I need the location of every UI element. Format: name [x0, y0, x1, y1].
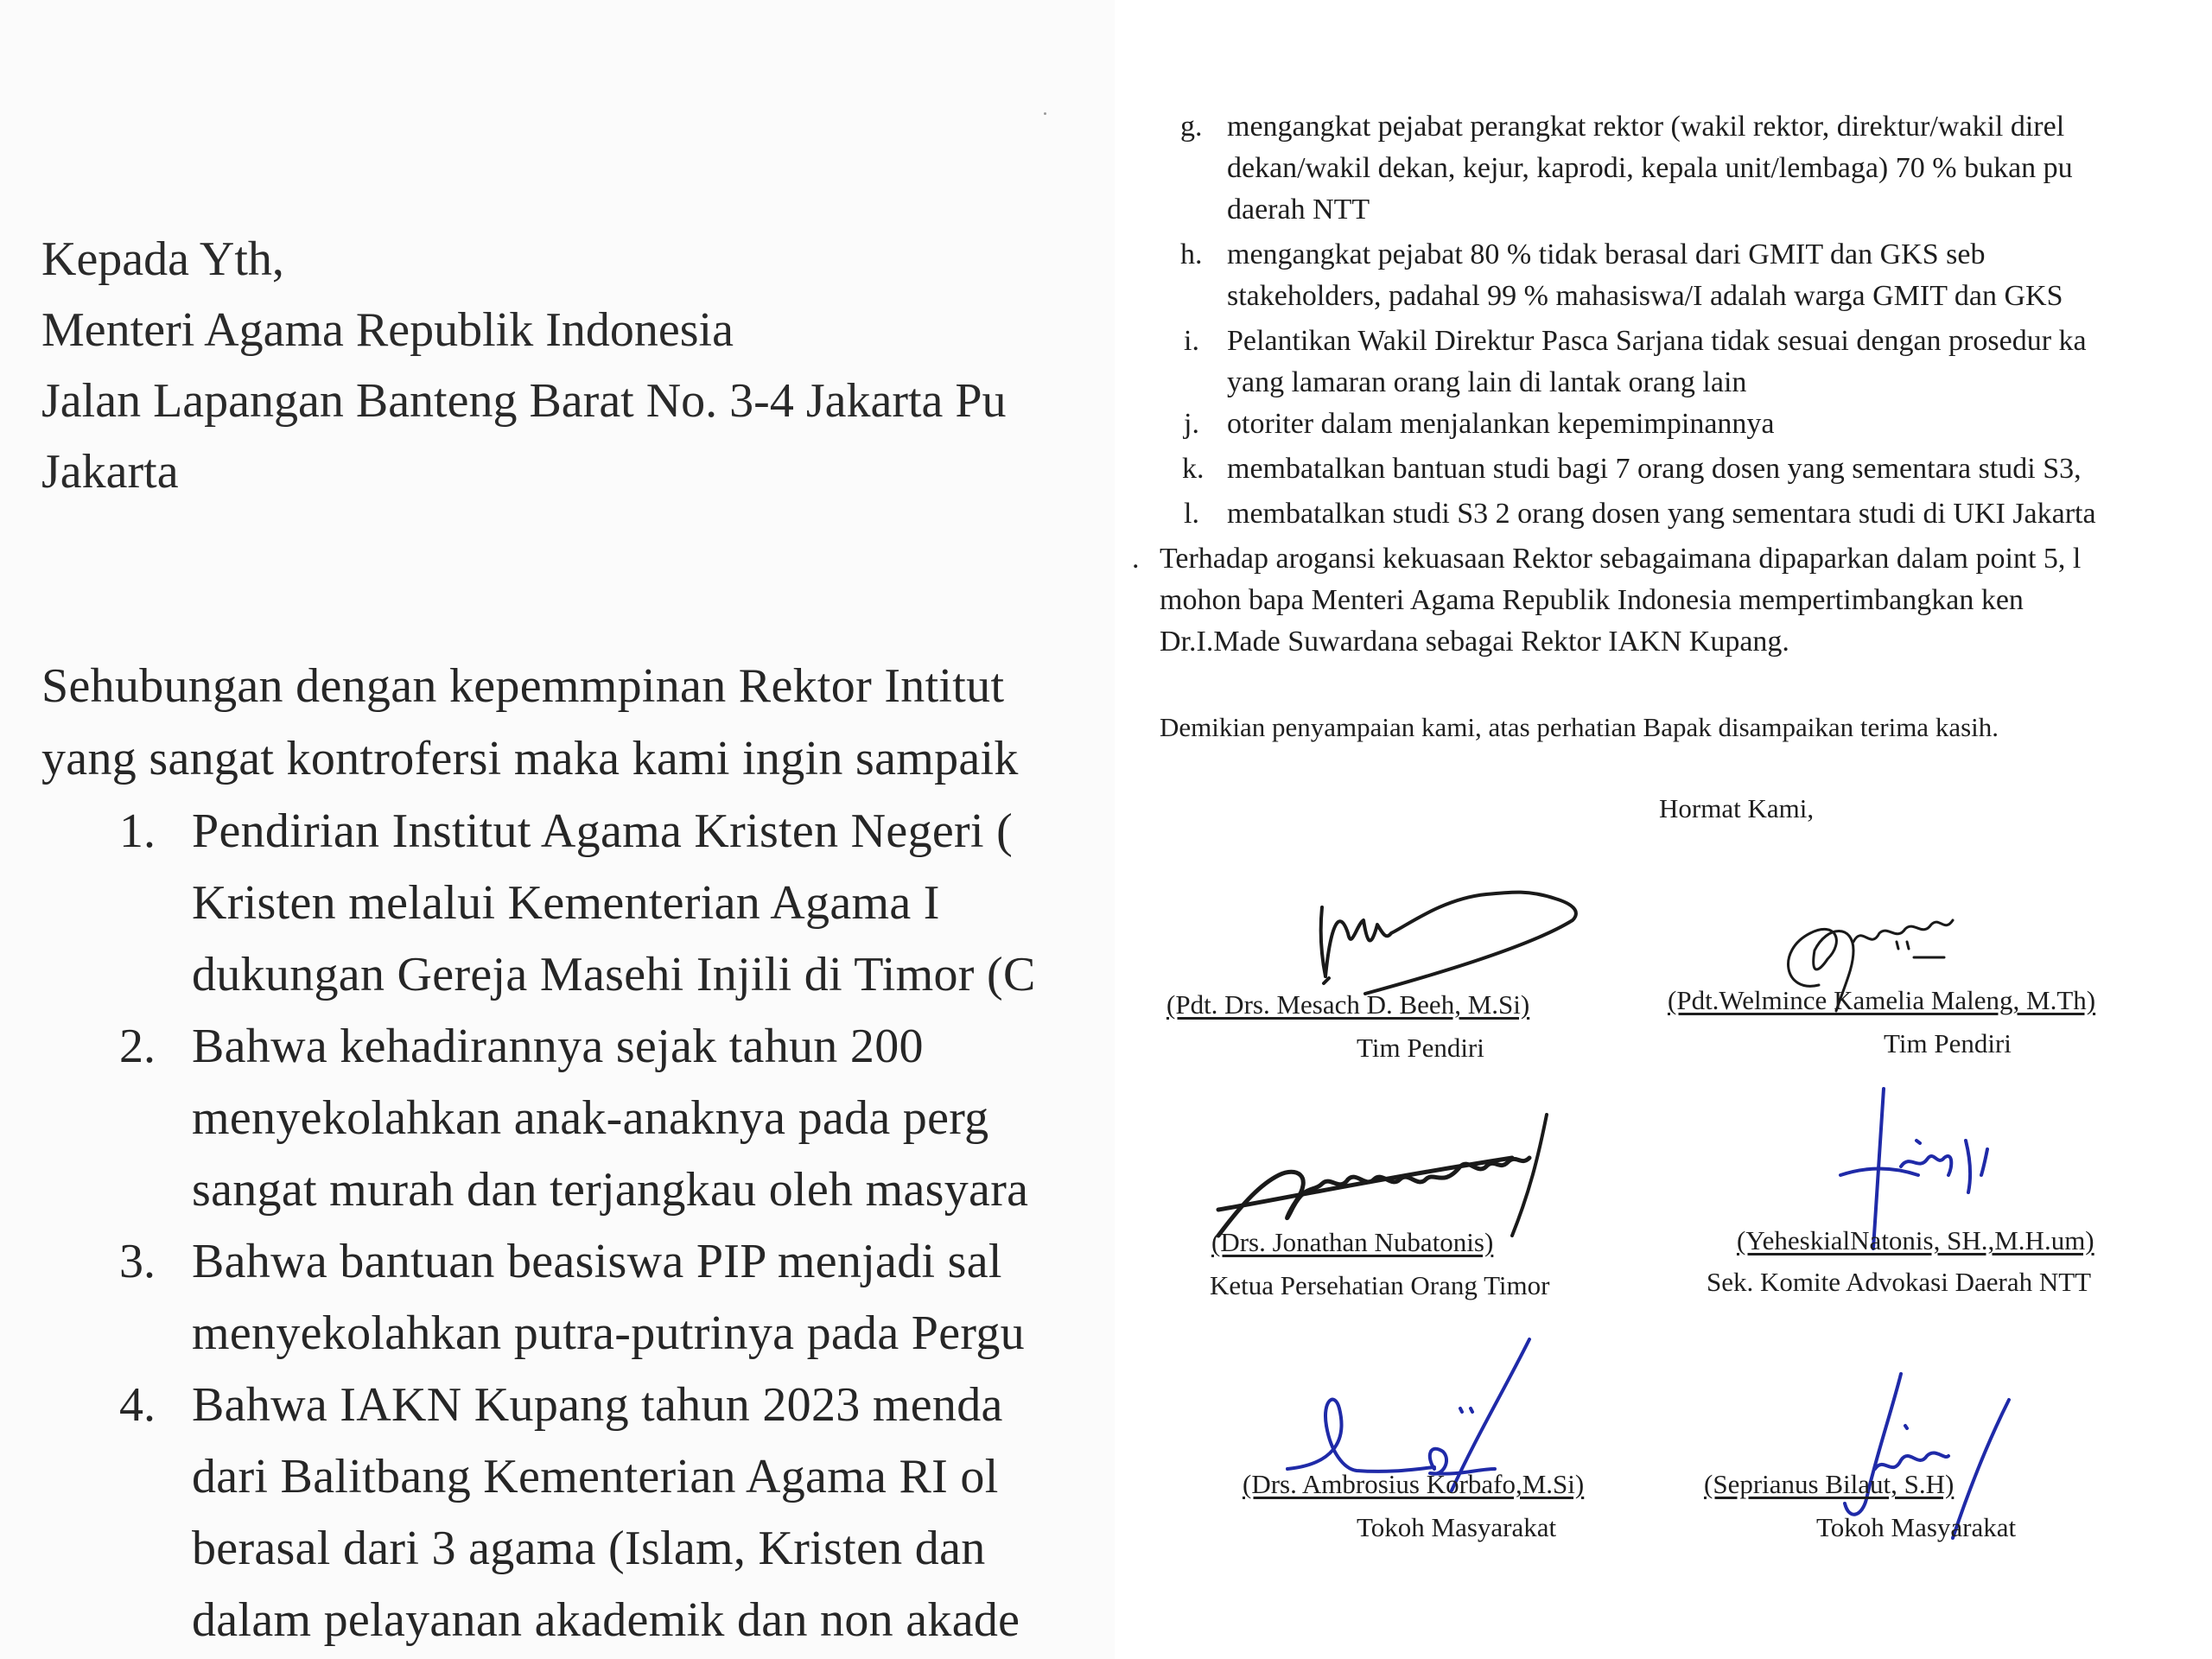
sub-item-line: mengangkat pejabat perangkat rektor (wakil rektor, direktur/wakil direl [1227, 111, 2065, 143]
signatory-name: (Seprianus Bilaut, S.H) [1704, 1469, 1955, 1499]
list-item-line: dalam pelayanan akademik dan non akade [192, 1593, 1020, 1647]
list-item-line: Bahwa kehadirannya sejak tahun 200 [192, 1020, 924, 1073]
sub-item-line: membatalkan bantuan studi bagi 7 orang dosen yang sementara studi S3, [1227, 453, 2082, 485]
sub-item-line: stakeholders, padahal 99 % mahasiswa/I adalah warga GMIT dan GKS [1227, 280, 2063, 312]
closing-sentence: Demikian penyampaian kami, atas perhatian Bapak disampaikan terima kasih. [1160, 712, 1999, 742]
recipient-city: Jakarta [41, 445, 179, 499]
list-item-line: dukungan Gereja Masehi Injili di Timor (C [192, 948, 1036, 1001]
list-item-line: sangat murah dan terjangkau oleh masyara [192, 1163, 1029, 1217]
list-item-line: menyekolahkan putra-putrinya pada Pergu [192, 1306, 1025, 1360]
signatory-role: Tokoh Masyarakat [1357, 1512, 1557, 1542]
list-number: 2. [119, 1020, 156, 1073]
list-number: 1. [119, 804, 156, 858]
signatory-role: Ketua Persehatian Orang Timor [1210, 1270, 1550, 1300]
list-number: 3. [119, 1235, 156, 1288]
recipient-address: Jalan Lapangan Banteng Barat No. 3-4 Jakarta Pu [41, 374, 1007, 428]
list-item-line: dari Balitbang Kementerian Agama RI ol [192, 1450, 999, 1503]
signatory-name: (Pdt. Drs. Mesach D. Beeh, M.Si) [1166, 989, 1530, 1020]
scan-speck [1044, 112, 1046, 115]
signatory-role: Tim Pendiri [1357, 1033, 1484, 1063]
sub-item-letter: h. [1180, 238, 1203, 270]
sub-item-letter: i. [1184, 325, 1199, 357]
list-item-line: Pendirian Institut Agama Kristen Negeri ( [192, 804, 1014, 858]
request-paragraph-line: Dr.I.Made Suwardana sebagai Rektor IAKN Kupang. [1160, 626, 1789, 658]
sub-item-line: mengangkat pejabat 80 % tidak berasal dari GMIT dan GKS seb [1227, 238, 1986, 270]
list-item-line: Bahwa IAKN Kupang tahun 2023 menda [192, 1378, 1003, 1432]
recipient-title: Menteri Agama Republik Indonesia [41, 303, 734, 357]
sub-item-line: otoriter dalam menjalankan kepemimpinannya [1227, 408, 1775, 440]
request-paragraph-line: mohon bapa Menteri Agama Republik Indonesia mempertimbangkan ken [1160, 584, 2024, 616]
point-marker: . [1132, 543, 1140, 575]
sub-item-line: yang lamaran orang lain di lantak orang lain [1227, 366, 1747, 398]
sub-item-letter: j. [1184, 408, 1199, 440]
list-item-line: Bahwa bantuan beasiswa PIP menjadi sal [192, 1235, 1002, 1288]
signatory-role: Sek. Komite Advokasi Daerah NTT [1707, 1267, 2092, 1297]
sub-item-line: Pelantikan Wakil Direktur Pasca Sarjana tidak sesuai dengan prosedur ka [1227, 325, 2087, 357]
list-item-line: menyekolahkan anak-anaknya pada perg [192, 1091, 989, 1145]
intro-line-2: yang sangat kontrofersi maka kami ingin sampaik [41, 732, 1019, 785]
signatory-role: Tokoh Masyarakat [1816, 1512, 2017, 1542]
greeting: Hormat Kami, [1659, 793, 1815, 823]
sub-item-letter: l. [1184, 498, 1199, 530]
signatory-name: (Pdt.Welmince Kamelia Maleng, M.Th) [1668, 985, 2096, 1015]
list-item-line: berasal dari 3 agama (Islam, Kristen dan [192, 1522, 986, 1575]
salutation: Kepada Yth, [41, 232, 284, 286]
signatory-name: (Drs. Jonathan Nubatonis) [1211, 1227, 1494, 1257]
request-paragraph-line: Terhadap arogansi kekuasaan Rektor sebagaimana dipaparkan dalam point 5, l [1160, 543, 2082, 575]
sub-item-letter: g. [1180, 111, 1203, 143]
sub-item-line: dekan/wakil dekan, kejur, kaprodi, kepala unit/lembaga) 70 % bukan pu [1227, 152, 2073, 184]
sub-item-line: daerah NTT [1227, 194, 1370, 226]
signatory-name: (Drs. Ambrosius Korbafo,M.Si) [1243, 1469, 1585, 1499]
intro-line-1: Sehubungan dengan kepemmpinan Rektor Intitut [41, 659, 1005, 713]
list-number: 4. [119, 1378, 156, 1432]
signatory-name: (YeheskialNatonis, SH.,M.H.um) [1737, 1225, 2094, 1255]
signatory-role: Tim Pendiri [1884, 1028, 2012, 1058]
sub-item-line: membatalkan studi S3 2 orang dosen yang sementara studi di UKI Jakarta [1227, 498, 2096, 530]
signature-mesach-beeh [1313, 873, 1599, 1002]
letter-page-2 [1115, 0, 2212, 1659]
list-item-line: Kristen melalui Kementerian Agama I [192, 876, 940, 930]
sub-item-letter: k. [1182, 453, 1205, 485]
